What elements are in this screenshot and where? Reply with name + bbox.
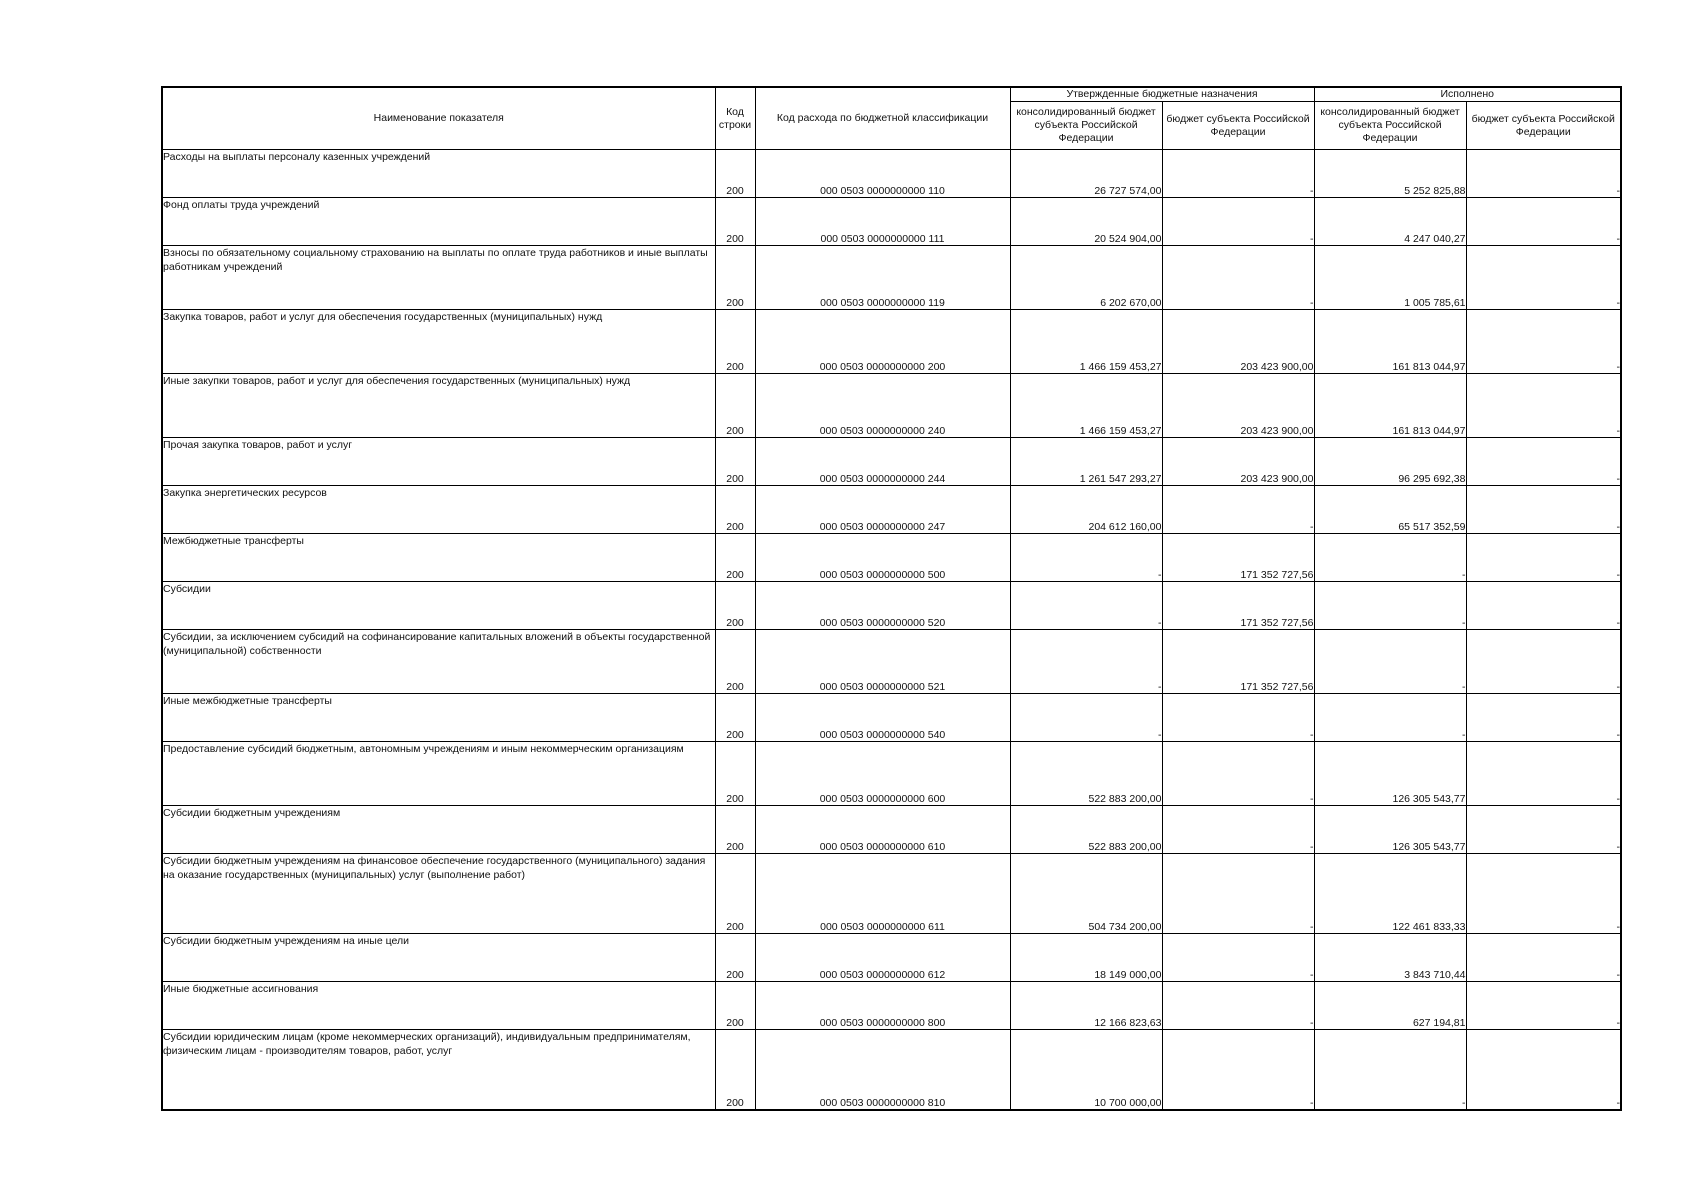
row-code: 200 [715, 534, 755, 582]
table-row [162, 934, 1621, 982]
row-kbk: 000 0503 0000000000 247 [755, 486, 1010, 534]
table-row [162, 438, 1621, 486]
table-row [162, 1030, 1621, 1110]
row-executed-consolidated: 96 295 692,38 [1314, 438, 1466, 486]
table-row [162, 150, 1621, 198]
row-kbk: 000 0503 0000000000 111 [755, 198, 1010, 246]
row-kbk: 000 0503 0000000000 600 [755, 742, 1010, 806]
table-row [162, 806, 1621, 854]
row-name: Субсидии бюджетным учреждениям на иные цели [162, 934, 715, 982]
row-approved-consolidated: 12 166 823,63 [1010, 982, 1162, 1030]
row-approved-consolidated: 20 524 904,00 [1010, 198, 1162, 246]
row-kbk: 000 0503 0000000000 500 [755, 534, 1010, 582]
row-approved-subject: - [1162, 742, 1314, 806]
row-executed-subject: - [1466, 982, 1621, 1030]
row-kbk: 000 0503 0000000000 200 [755, 310, 1010, 374]
header-executed-subject: бюджет субъекта Российской Федерации [1466, 102, 1621, 150]
row-kbk: 000 0503 0000000000 810 [755, 1030, 1010, 1110]
table-row [162, 246, 1621, 310]
row-kbk: 000 0503 0000000000 800 [755, 982, 1010, 1030]
row-approved-subject: - [1162, 854, 1314, 934]
row-code: 200 [715, 198, 755, 246]
row-approved-subject: - [1162, 246, 1314, 310]
budget-execution-table [161, 86, 1622, 1111]
row-name: Межбюджетные трансферты [162, 534, 715, 582]
table-row [162, 310, 1621, 374]
row-executed-consolidated: 4 247 040,27 [1314, 198, 1466, 246]
row-executed-consolidated: - [1314, 630, 1466, 694]
row-kbk: 000 0503 0000000000 540 [755, 694, 1010, 742]
row-approved-subject: - [1162, 806, 1314, 854]
row-name: Иные межбюджетные трансферты [162, 694, 715, 742]
row-executed-subject: - [1466, 806, 1621, 854]
row-code: 200 [715, 486, 755, 534]
header-executed-consolidated: консолидированный бюджет субъекта Российской Федерации [1314, 102, 1466, 150]
row-code: 200 [715, 630, 755, 694]
table-row [162, 630, 1621, 694]
row-executed-consolidated: 65 517 352,59 [1314, 486, 1466, 534]
row-approved-consolidated: - [1010, 582, 1162, 630]
row-kbk: 000 0503 0000000000 610 [755, 806, 1010, 854]
row-executed-consolidated: 126 305 543,77 [1314, 806, 1466, 854]
row-approved-subject: - [1162, 1030, 1314, 1110]
row-kbk: 000 0503 0000000000 520 [755, 582, 1010, 630]
row-approved-consolidated: - [1010, 534, 1162, 582]
row-name: Прочая закупка товаров, работ и услуг [162, 438, 715, 486]
row-code: 200 [715, 438, 755, 486]
row-name: Расходы на выплаты персоналу казенных учреждений [162, 150, 715, 198]
row-name: Субсидии, за исключением субсидий на софинансирование капитальных вложений в объекты государственной (муниципальной) собственности [162, 630, 715, 694]
row-approved-consolidated: 1 261 547 293,27 [1010, 438, 1162, 486]
row-executed-subject: - [1466, 582, 1621, 630]
row-approved-consolidated: 18 149 000,00 [1010, 934, 1162, 982]
table-row [162, 534, 1621, 582]
row-approved-consolidated: 1 466 159 453,27 [1010, 310, 1162, 374]
row-executed-consolidated: 5 252 825,88 [1314, 150, 1466, 198]
row-approved-subject: 203 423 900,00 [1162, 310, 1314, 374]
row-executed-consolidated: 3 843 710,44 [1314, 934, 1466, 982]
row-approved-subject: 203 423 900,00 [1162, 374, 1314, 438]
row-approved-subject: 171 352 727,56 [1162, 630, 1314, 694]
row-approved-subject: - [1162, 982, 1314, 1030]
row-name: Иные закупки товаров, работ и услуг для обеспечения государственных (муниципальных) нужд [162, 374, 715, 438]
header-approved-group: Утвержденные бюджетные назначения [1010, 87, 1314, 102]
row-executed-consolidated: - [1314, 1030, 1466, 1110]
row-name: Взносы по обязательному социальному страхованию на выплаты по оплате труда работников и иные выплаты работникам учреждений [162, 246, 715, 310]
row-approved-subject: 171 352 727,56 [1162, 582, 1314, 630]
row-code: 200 [715, 742, 755, 806]
table-row [162, 854, 1621, 934]
row-approved-consolidated: 1 466 159 453,27 [1010, 374, 1162, 438]
row-code: 200 [715, 934, 755, 982]
row-approved-subject: 171 352 727,56 [1162, 534, 1314, 582]
row-name: Иные бюджетные ассигнования [162, 982, 715, 1030]
row-code: 200 [715, 310, 755, 374]
table-row [162, 198, 1621, 246]
header-name: Наименование показателя [162, 87, 715, 150]
row-executed-consolidated: 161 813 044,97 [1314, 310, 1466, 374]
row-executed-consolidated: 1 005 785,61 [1314, 246, 1466, 310]
row-executed-subject: - [1466, 486, 1621, 534]
row-code: 200 [715, 1030, 755, 1110]
row-approved-subject: 203 423 900,00 [1162, 438, 1314, 486]
row-name: Предоставление субсидий бюджетным, автономным учреждениям и иным некоммерческим организациям [162, 742, 715, 806]
row-executed-consolidated: 161 813 044,97 [1314, 374, 1466, 438]
row-kbk: 000 0503 0000000000 110 [755, 150, 1010, 198]
row-approved-consolidated: 6 202 670,00 [1010, 246, 1162, 310]
row-executed-consolidated: - [1314, 582, 1466, 630]
row-name: Субсидии бюджетным учреждениям [162, 806, 715, 854]
header-kbk: Код расхода по бюджетной классификации [755, 87, 1010, 150]
table-row [162, 982, 1621, 1030]
row-code: 200 [715, 150, 755, 198]
row-executed-subject: - [1466, 1030, 1621, 1110]
header-executed-group: Исполнено [1314, 87, 1621, 102]
row-name: Фонд оплаты труда учреждений [162, 198, 715, 246]
table-row [162, 694, 1621, 742]
row-approved-subject: - [1162, 486, 1314, 534]
row-executed-subject: - [1466, 150, 1621, 198]
header-approved-subject: бюджет субъекта Российской Федерации [1162, 102, 1314, 150]
row-approved-subject: - [1162, 150, 1314, 198]
row-approved-consolidated: 26 727 574,00 [1010, 150, 1162, 198]
row-kbk: 000 0503 0000000000 244 [755, 438, 1010, 486]
row-approved-consolidated: 522 883 200,00 [1010, 806, 1162, 854]
row-kbk: 000 0503 0000000000 611 [755, 854, 1010, 934]
row-code: 200 [715, 854, 755, 934]
row-code: 200 [715, 806, 755, 854]
row-executed-consolidated: - [1314, 534, 1466, 582]
header-code: Код строки [715, 87, 755, 150]
row-approved-consolidated: 10 700 000,00 [1010, 1030, 1162, 1110]
table-row [162, 742, 1621, 806]
row-code: 200 [715, 374, 755, 438]
row-name: Субсидии бюджетным учреждениям на финансовое обеспечение государственного (муниципального) задания на оказание государственных (муниципальных) услуг (выполнение работ) [162, 854, 715, 934]
row-approved-consolidated: 204 612 160,00 [1010, 486, 1162, 534]
row-executed-consolidated: - [1314, 694, 1466, 742]
row-executed-subject: - [1466, 438, 1621, 486]
row-executed-subject: - [1466, 374, 1621, 438]
row-name: Субсидии [162, 582, 715, 630]
row-kbk: 000 0503 0000000000 521 [755, 630, 1010, 694]
row-code: 200 [715, 246, 755, 310]
row-kbk: 000 0503 0000000000 119 [755, 246, 1010, 310]
row-approved-consolidated: 504 734 200,00 [1010, 854, 1162, 934]
header-approved-consolidated: консолидированный бюджет субъекта Российской Федерации [1010, 102, 1162, 150]
row-executed-subject: - [1466, 742, 1621, 806]
row-executed-subject: - [1466, 630, 1621, 694]
row-approved-consolidated: - [1010, 694, 1162, 742]
row-approved-subject: - [1162, 934, 1314, 982]
row-executed-subject: - [1466, 534, 1621, 582]
row-name: Субсидии юридическим лицам (кроме некоммерческих организаций), индивидуальным предпринимателям, физическим лицам - производителям товаров, работ, услуг [162, 1030, 715, 1110]
row-name: Закупка энергетических ресурсов [162, 486, 715, 534]
table-row [162, 374, 1621, 438]
row-executed-consolidated: 627 194,81 [1314, 982, 1466, 1030]
row-executed-subject: - [1466, 694, 1621, 742]
row-executed-subject: - [1466, 198, 1621, 246]
row-kbk: 000 0503 0000000000 240 [755, 374, 1010, 438]
table-row [162, 582, 1621, 630]
row-executed-subject: - [1466, 854, 1621, 934]
row-approved-consolidated: - [1010, 630, 1162, 694]
row-kbk: 000 0503 0000000000 612 [755, 934, 1010, 982]
row-approved-consolidated: 522 883 200,00 [1010, 742, 1162, 806]
row-executed-consolidated: 126 305 543,77 [1314, 742, 1466, 806]
row-code: 200 [715, 582, 755, 630]
table-row [162, 486, 1621, 534]
row-executed-subject: - [1466, 310, 1621, 374]
row-executed-subject: - [1466, 246, 1621, 310]
row-approved-subject: - [1162, 198, 1314, 246]
row-executed-consolidated: 122 461 833,33 [1314, 854, 1466, 934]
row-executed-subject: - [1466, 934, 1621, 982]
row-code: 200 [715, 694, 755, 742]
row-code: 200 [715, 982, 755, 1030]
row-approved-subject: - [1162, 694, 1314, 742]
row-name: Закупка товаров, работ и услуг для обеспечения государственных (муниципальных) нужд [162, 310, 715, 374]
